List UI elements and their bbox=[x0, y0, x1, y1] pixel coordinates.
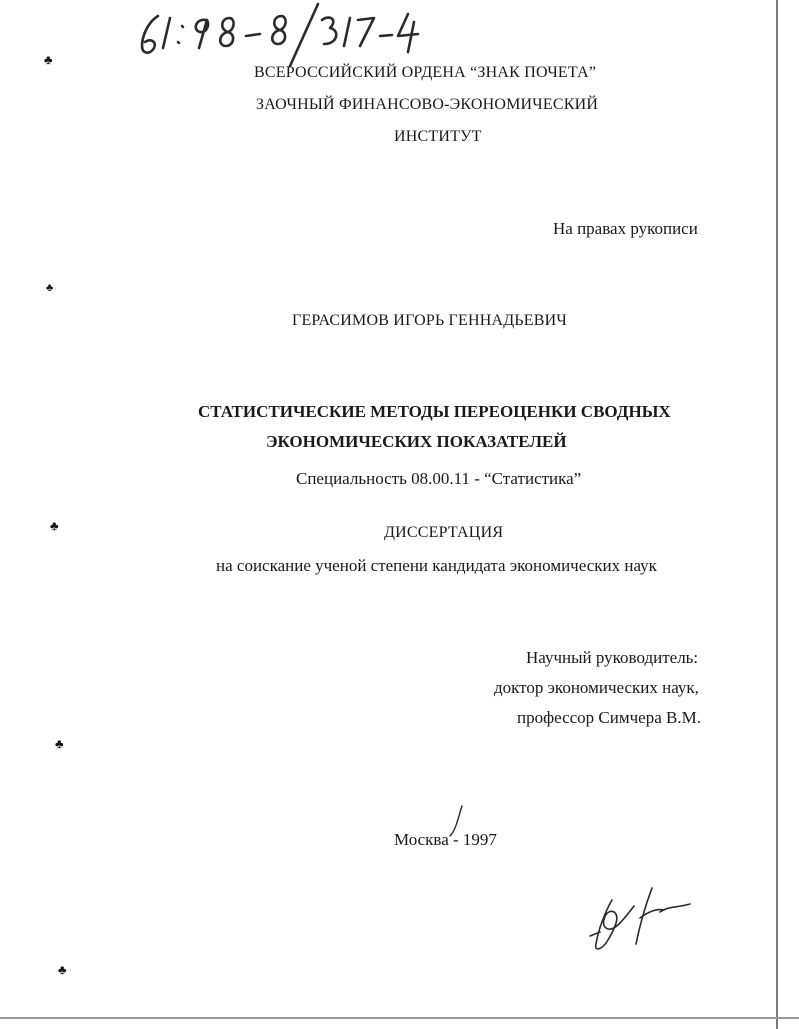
dissertation-title-line-2: ЭКОНОМИЧЕСКИХ ПОКАЗАТЕЛЕЙ bbox=[266, 432, 567, 451]
institution-line-1: ВСЕРОССИЙСКИЙ ОРДЕНА “ЗНАК ПОЧЕТА” bbox=[254, 64, 597, 81]
advisor-name: профессор Симчера В.М. bbox=[517, 708, 701, 727]
advisor-label: Научный руководитель: bbox=[526, 648, 699, 667]
place-and-year: Москва - 1997 bbox=[394, 830, 497, 849]
author-name: ГЕРАСИМОВ ИГОРЬ ГЕННАДЬЕВИЧ bbox=[292, 312, 567, 329]
margin-club-mark: ♣ bbox=[55, 736, 64, 751]
margin-club-mark: ♣ bbox=[44, 52, 53, 67]
document-type: ДИССЕРТАЦИЯ bbox=[384, 524, 504, 541]
margin-club-mark: ♣ bbox=[50, 518, 59, 533]
degree-statement: на соискание ученой степени кандидата экономических наук bbox=[216, 556, 657, 575]
margin-dot-mark: ♣ bbox=[46, 282, 54, 294]
margin-club-mark: ♣ bbox=[58, 962, 67, 977]
institution-line-2: ЗАОЧНЫЙ ФИНАНСОВО-ЭКОНОМИЧЕСКИЙ bbox=[256, 96, 599, 113]
scan-edge-right bbox=[776, 0, 778, 1029]
dissertation-title-line-1: СТАТИСТИЧЕСКИЕ МЕТОДЫ ПЕРЕОЦЕНКИ СВОДНЫХ bbox=[198, 402, 671, 421]
institution-line-3: ИНСТИТУТ bbox=[394, 128, 482, 145]
handwritten-signature bbox=[590, 888, 690, 949]
scan-edge-bottom bbox=[0, 1017, 799, 1019]
manuscript-note: На правах рукописи bbox=[553, 219, 698, 238]
specialty: Специальность 08.00.11 - “Статистика” bbox=[296, 469, 582, 488]
archive-number-strokes bbox=[142, 4, 418, 66]
advisor-degree: доктор экономических наук, bbox=[494, 678, 699, 697]
